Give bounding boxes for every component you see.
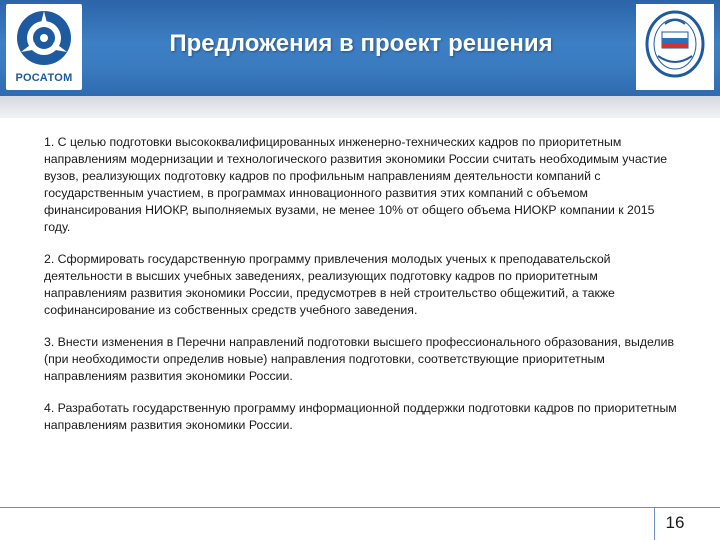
emblem-icon xyxy=(640,8,710,86)
proposals-text xyxy=(44,134,684,449)
footer-divider xyxy=(0,507,720,508)
emblem-logo xyxy=(636,4,714,90)
proposal-paragraph-4: 4. Разработать государственную программу информационной поддержки подготовки кадров по приоритетным направлениям развития экономики России. xyxy=(44,401,677,432)
page-number: 16 xyxy=(665,513,685,532)
header-shadow-band xyxy=(0,96,720,118)
proposal-paragraph-3: 3. Внести изменения в Перечни направлений подготовки высшего профессионального образования, выделив (при необходимости определив новые) направления подготовки, соответствующие приоритетным направлениям развития экономики России. xyxy=(44,335,675,383)
rosatom-logo-icon xyxy=(14,8,74,70)
proposal-paragraph-1: 1. С целью подготовки высококвалифицированных инженерно-технических кадров по приоритетным направлениям модернизации и технологического развития экономики России считать необходимым участие вузов, реализующих подготовку кадров по профильным направлениям деятельности компаний с государственным участием, в программах инновационного развития этих компаний с объемом финансирования НИОКР, выполняемых вузами, не менее 10% от общего объема НИОКР компании к 2015 году. xyxy=(44,135,668,234)
rosatom-logo-text: РОСАТОМ xyxy=(15,72,73,84)
rosatom-logo xyxy=(6,4,82,90)
proposal-paragraph-2: 2. Сформировать государственную программу привлечения молодых ученых к преподавательской деятельности в высших учебных заведениях, реализующих подготовку кадров по приоритетным направлениям развития экономики России, предусмотрев в ней строительство общежитий, а также софинансирование из собственных средств учебного заведения. xyxy=(44,252,615,317)
header-bar xyxy=(0,0,720,96)
page-title: Предложения в проект решения xyxy=(169,30,553,57)
